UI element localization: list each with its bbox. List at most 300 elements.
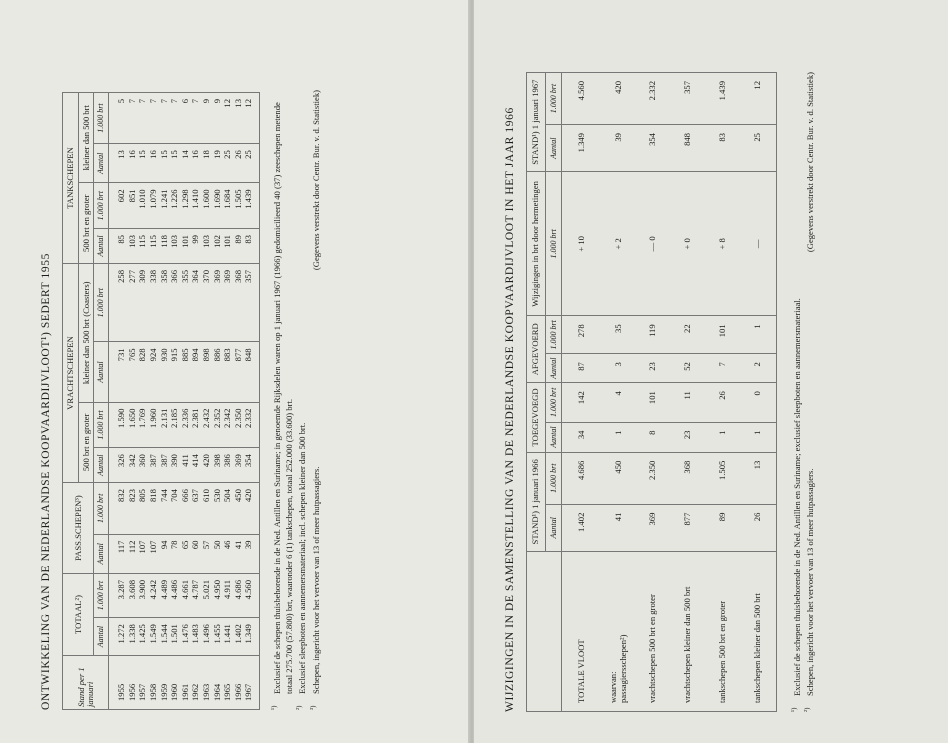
footnote-text: Exclusief sleepboten en aannemersmateriaal; incl. schepen kleiner dan 500 brt. [297, 422, 308, 694]
header-vracht-klein: kleiner dan 500 brt (Coasters) [78, 263, 94, 402]
value-cell: 1.505 [233, 183, 244, 229]
header-toegevoegd: TOEGEVOEGD [527, 383, 546, 452]
right-page [474, 0, 948, 743]
value-cell: 2.350 [233, 402, 244, 448]
value-cell: 41 [233, 534, 244, 573]
value-cell: 34 [562, 422, 602, 452]
table-row [706, 73, 741, 712]
year-cell: 1962 [190, 656, 201, 710]
footnote [297, 90, 309, 710]
row-label [741, 552, 777, 712]
value-cell: 4.787 [190, 573, 201, 617]
table-row [109, 93, 127, 710]
footnote [791, 72, 804, 712]
value-cell: 1.455 [212, 618, 223, 656]
unit-brt: 1.000 brt [94, 263, 109, 341]
value-cell: + 10 [562, 172, 602, 316]
footnote-mark: ¹) [790, 707, 799, 712]
unit-aantal: Aantal [545, 125, 561, 172]
footnote-mark: ¹) [269, 705, 278, 710]
value-cell: 338 [148, 263, 159, 341]
value-cell: 25 [741, 125, 777, 172]
value-cell: 1.483 [190, 618, 201, 656]
value-cell: 637 [190, 483, 201, 534]
table-row [671, 73, 706, 712]
value-cell: 89 [706, 504, 741, 551]
row-label [602, 552, 636, 712]
header-stand: Stand per 1 januari [63, 656, 109, 710]
value-cell: 915 [169, 342, 180, 402]
value-cell: 16 [127, 144, 138, 183]
value-cell: 2.336 [180, 402, 191, 448]
value-cell: + 0 [671, 172, 706, 316]
value-cell: 704 [169, 483, 180, 534]
value-cell: 877 [671, 504, 706, 551]
value-cell: 450 [602, 452, 636, 504]
fleet-changes-table [526, 72, 777, 712]
value-cell: 26 [233, 144, 244, 183]
table-row [602, 73, 636, 712]
value-cell: 99 [190, 229, 201, 264]
value-cell: 2.185 [169, 402, 180, 448]
value-cell: 12 [222, 93, 233, 144]
value-cell: 142 [562, 383, 602, 422]
table-row [222, 93, 233, 710]
value-cell: 1.476 [180, 618, 191, 656]
value-cell: 19 [212, 144, 223, 183]
value-cell: 387 [148, 448, 159, 483]
value-cell: 6 [180, 93, 191, 144]
value-cell: 848 [671, 125, 706, 172]
value-cell: 60 [190, 534, 201, 573]
value-cell: 411 [180, 448, 191, 483]
row-label [671, 552, 706, 712]
table-row [243, 93, 259, 710]
footnote-text: Exclusief de schepen thuisbehorende in de Ned. Antillen en Suriname; in genoemde Rijksdelen waren op 1 januari 1967 (1966) gedomicilieerd 40 (37) zeeschepen metende totaal 275.700 (57.800) brt, waaronder 6 (1) tankschepen, totaal 252.000 (33.600) brt. [271, 102, 294, 694]
header-wijzigingen: Wijzigingen in brt door hermetingen [527, 172, 546, 316]
unit-aantal: Aantal [94, 229, 109, 264]
value-cell: 258 [109, 263, 127, 341]
table2-title: WIJZIGINGEN IN DE SAMENSTELLING VAN DE NEDERLANDSE KOOPVAARDIJVLOOT IN HET JAAR 1966 [504, 107, 516, 712]
value-cell: 107 [148, 534, 159, 573]
footnote [269, 90, 295, 710]
value-cell: 2.350 [636, 452, 671, 504]
value-cell: 7 [169, 93, 180, 144]
value-cell: 355 [180, 263, 191, 341]
unit-brt: 1.000 brt [545, 73, 561, 125]
left-page [0, 0, 470, 743]
value-cell: 119 [636, 316, 671, 354]
footnote-mark: ²) [295, 705, 304, 710]
value-cell: 2.131 [159, 402, 170, 448]
unit-brt: 1.000 brt [545, 452, 561, 504]
value-cell: 1 [602, 422, 636, 452]
value-cell: 107 [137, 534, 148, 573]
unit-brt: 1.000 brt [94, 183, 109, 229]
value-cell: 1.439 [243, 183, 259, 229]
value-cell: 46 [222, 534, 233, 573]
value-cell: 4.686 [233, 573, 244, 617]
value-cell: 3 [602, 354, 636, 383]
table-row [169, 93, 180, 710]
row-label-text: vrachtschepen kleiner dan 500 brt [682, 586, 693, 703]
unit-aantal: Aantal [94, 342, 109, 402]
unit-brt: 1.000 brt [94, 93, 109, 144]
value-cell: 4.661 [180, 573, 191, 617]
value-cell: 886 [212, 342, 223, 402]
value-cell: 2.381 [190, 402, 201, 448]
value-cell: 1.349 [243, 618, 259, 656]
row-label [562, 552, 602, 712]
value-cell: 7 [159, 93, 170, 144]
value-cell: 342 [127, 448, 138, 483]
value-cell: 823 [127, 483, 138, 534]
value-cell: 118 [159, 229, 170, 264]
value-cell: 1.600 [201, 183, 212, 229]
header-totaal: TOTAAL²) [63, 573, 94, 655]
value-cell: 1.402 [562, 504, 602, 551]
value-cell: 369 [212, 263, 223, 341]
value-cell: 450 [233, 483, 244, 534]
value-cell: 13 [109, 144, 127, 183]
value-cell: 83 [243, 229, 259, 264]
unit-brt: 1.000 brt [545, 172, 561, 316]
header-vracht: VRACHTSCHEPEN [63, 263, 79, 482]
year-cell: 1964 [212, 656, 223, 710]
footnote-mark: ³) [308, 705, 317, 710]
table1-title: ONTWIKKELING VAN DE NEDERLANDSE KOOPVAARDIJVLOOT¹) SEDERT 1955 [40, 253, 52, 710]
row-label-text: passagiersschepen²) [617, 634, 628, 703]
value-cell: 101 [180, 229, 191, 264]
value-cell: 370 [201, 263, 212, 341]
value-cell: 85 [109, 229, 127, 264]
value-cell: 39 [602, 125, 636, 172]
value-cell: 1.425 [137, 618, 148, 656]
value-cell: 13 [233, 93, 244, 144]
unit-brt: 1.000 brt [94, 573, 109, 617]
value-cell: 420 [602, 73, 636, 125]
value-cell: 354 [636, 125, 671, 172]
value-cell: 358 [159, 263, 170, 341]
unit-aantal: Aantal [545, 504, 561, 551]
value-cell: 16 [148, 144, 159, 183]
value-cell: 1.079 [148, 183, 159, 229]
value-cell: 4.911 [222, 573, 233, 617]
footnote-text: Exclusief de schepen thuisbehorende in de Ned. Antillen en Suriname; exclusief sleepboten en aannemersmateriaal. [792, 298, 803, 696]
value-cell: — 0 [636, 172, 671, 316]
value-cell: 326 [109, 448, 127, 483]
value-cell: 101 [222, 229, 233, 264]
row-label-text: vrachtschepen 500 brt en groter [647, 594, 658, 703]
value-cell: 1.650 [127, 402, 138, 448]
value-cell: 3.287 [109, 573, 127, 617]
value-cell: 15 [159, 144, 170, 183]
value-cell: 78 [169, 534, 180, 573]
value-cell: 35 [602, 316, 636, 354]
year-cell: 1966 [233, 656, 244, 710]
value-cell: 309 [137, 263, 148, 341]
table2-footnotes [791, 72, 817, 712]
footnote-text: Schepen, ingericht voor het vervoer van 13 of meer hutpassagiers. [310, 466, 321, 694]
value-cell: 602 [109, 183, 127, 229]
value-cell: 15 [137, 144, 148, 183]
value-cell: 115 [137, 229, 148, 264]
value-cell: 3.900 [137, 573, 148, 617]
year-cell: 1959 [159, 656, 170, 710]
value-cell: 7 [127, 93, 138, 144]
value-cell: 894 [190, 342, 201, 402]
footnote-mark: ²) [802, 707, 811, 712]
value-cell: 1.441 [222, 618, 233, 656]
value-cell: 420 [201, 448, 212, 483]
value-cell: 1.349 [562, 125, 602, 172]
value-cell: 2 [741, 354, 777, 383]
value-cell: 818 [148, 483, 159, 534]
unit-aantal: Aantal [94, 534, 109, 573]
row-label [706, 552, 741, 712]
value-cell: 2.332 [243, 402, 259, 448]
value-cell: 1.544 [159, 618, 170, 656]
value-cell: 504 [222, 483, 233, 534]
value-cell: 1.298 [180, 183, 191, 229]
value-cell: 1.439 [706, 73, 741, 125]
value-cell: 530 [212, 483, 223, 534]
value-cell: 387 [159, 448, 170, 483]
year-cell: 1957 [137, 656, 148, 710]
value-cell: 50 [212, 534, 223, 573]
value-cell: 278 [562, 316, 602, 354]
year-cell: 1960 [169, 656, 180, 710]
value-cell: 1.505 [706, 452, 741, 504]
source-note: (Gegevens verstrekt door Centr. Bur. v. d. Statistiek) [311, 90, 322, 271]
value-cell: 101 [636, 383, 671, 422]
value-cell: 117 [109, 534, 127, 573]
value-cell: 112 [127, 534, 138, 573]
value-cell: 14 [180, 144, 191, 183]
value-cell: 25 [222, 144, 233, 183]
value-cell: 39 [243, 534, 259, 573]
unit-aantal: Aantal [545, 354, 561, 383]
value-cell: 1.241 [159, 183, 170, 229]
row-label-text: tankschepen 500 brt en groter [717, 600, 728, 703]
value-cell: 102 [212, 229, 223, 264]
unit-aantal: Aantal [94, 618, 109, 656]
value-cell: 877 [233, 342, 244, 402]
value-cell: 1.549 [148, 618, 159, 656]
value-cell: 832 [109, 483, 127, 534]
unit-aantal: Aantal [94, 144, 109, 183]
row-label-text: TOTALE VLOOT [575, 639, 586, 703]
header-tank-groot: 500 brt en groter [78, 183, 94, 264]
value-cell: 1.410 [190, 183, 201, 229]
value-cell: 390 [169, 448, 180, 483]
value-cell: 848 [243, 342, 259, 402]
value-cell: 25 [243, 144, 259, 183]
unit-brt: 1.000 brt [545, 383, 561, 422]
value-cell: 4.686 [562, 452, 602, 504]
value-cell: 2.342 [222, 402, 233, 448]
value-cell: 57 [201, 534, 212, 573]
header-blank [527, 552, 562, 712]
value-cell: 103 [127, 229, 138, 264]
value-cell: 366 [169, 263, 180, 341]
value-cell: 115 [148, 229, 159, 264]
table-row [127, 93, 138, 710]
value-cell: 731 [109, 342, 127, 402]
header-stand-begin: STAND¹) 1 januari 1966 [527, 452, 546, 551]
unit-brt: 1.000 brt [94, 402, 109, 448]
table-row [180, 93, 191, 710]
value-cell: 89 [233, 229, 244, 264]
table1-footnotes [269, 90, 323, 710]
table-row [233, 93, 244, 710]
value-cell: 1.684 [222, 183, 233, 229]
value-cell: 1.501 [169, 618, 180, 656]
value-cell: 7 [706, 354, 741, 383]
value-cell: 1.402 [233, 618, 244, 656]
unit-aantal: Aantal [545, 422, 561, 452]
value-cell: 828 [137, 342, 148, 402]
table-row [562, 73, 602, 712]
value-cell: 398 [212, 448, 223, 483]
value-cell: 1.769 [137, 402, 148, 448]
value-cell: 9 [212, 93, 223, 144]
value-cell: 610 [201, 483, 212, 534]
header-stand-end: STAND¹) 1 januari 1967 [527, 73, 546, 172]
value-cell: 101 [706, 316, 741, 354]
value-cell: 4.950 [212, 573, 223, 617]
value-cell: 386 [222, 448, 233, 483]
value-cell: 9 [201, 93, 212, 144]
value-cell: 930 [159, 342, 170, 402]
value-cell: 23 [636, 354, 671, 383]
value-cell: 364 [190, 263, 201, 341]
value-cell: 898 [201, 342, 212, 402]
row-label-text: tankschepen kleiner dan 500 brt [752, 593, 763, 703]
value-cell: 2.332 [636, 73, 671, 125]
value-cell: 368 [233, 263, 244, 341]
year-cell: 1958 [148, 656, 159, 710]
value-cell: 368 [671, 452, 706, 504]
value-cell: 26 [741, 504, 777, 551]
value-cell: 1 [706, 422, 741, 452]
value-cell: 369 [222, 263, 233, 341]
value-cell: 357 [243, 263, 259, 341]
value-cell: 18 [201, 144, 212, 183]
table-row [159, 93, 170, 710]
value-cell: 94 [159, 534, 170, 573]
value-cell: 0 [741, 383, 777, 422]
source-note: (Gegevens verstrekt door Centr. Bur. v. d. Statistiek) [804, 72, 815, 253]
value-cell: 41 [602, 504, 636, 551]
value-cell: 1 [741, 422, 777, 452]
value-cell: 924 [148, 342, 159, 402]
value-cell: 13 [741, 452, 777, 504]
header-tank-klein: kleiner dan 500 brt [78, 93, 94, 183]
value-cell: 744 [159, 483, 170, 534]
table-row [741, 73, 777, 712]
header-tank: TANKSCHEPEN [63, 93, 79, 264]
row-label [636, 552, 671, 712]
value-cell: 103 [201, 229, 212, 264]
value-cell: 1.226 [169, 183, 180, 229]
value-cell: 7 [137, 93, 148, 144]
value-cell: 5 [109, 93, 127, 144]
year-cell: 1961 [180, 656, 191, 710]
table-row [636, 73, 671, 712]
value-cell: 369 [233, 448, 244, 483]
value-cell: 4.486 [169, 573, 180, 617]
value-cell: 420 [243, 483, 259, 534]
year-cell: 1965 [222, 656, 233, 710]
value-cell: 1.960 [148, 402, 159, 448]
value-cell: 851 [127, 183, 138, 229]
value-cell: 8 [636, 422, 671, 452]
value-cell: 7 [190, 93, 201, 144]
row-label-prefix: waarvan: [607, 671, 618, 703]
value-cell: 357 [671, 73, 706, 125]
value-cell: 65 [180, 534, 191, 573]
value-cell: 4 [602, 383, 636, 422]
value-cell: 15 [169, 144, 180, 183]
value-cell: 2.432 [201, 402, 212, 448]
value-cell: 3.608 [127, 573, 138, 617]
value-cell: + 2 [602, 172, 636, 316]
table-row [137, 93, 148, 710]
value-cell: 23 [671, 422, 706, 452]
unit-brt: 1.000 brt [545, 316, 561, 354]
table-row [190, 93, 201, 710]
table-row [212, 93, 223, 710]
value-cell: 4.489 [159, 573, 170, 617]
value-cell: 16 [190, 144, 201, 183]
value-cell: 103 [169, 229, 180, 264]
value-cell: 277 [127, 263, 138, 341]
year-cell: 1956 [127, 656, 138, 710]
right-page-content [504, 32, 924, 712]
value-cell: 11 [671, 383, 706, 422]
left-page-content [40, 40, 440, 710]
value-cell: — [741, 172, 777, 316]
year-cell: 1963 [201, 656, 212, 710]
value-cell: 83 [706, 125, 741, 172]
value-cell: 1.338 [127, 618, 138, 656]
value-cell: 4.560 [243, 573, 259, 617]
value-cell: 765 [127, 342, 138, 402]
value-cell: 4.242 [148, 573, 159, 617]
value-cell: 1.590 [109, 402, 127, 448]
header-afgevoerd: AFGEVOERD [527, 316, 546, 383]
value-cell: 26 [706, 383, 741, 422]
value-cell: 12 [741, 73, 777, 125]
value-cell: 12 [243, 93, 259, 144]
value-cell: 1.690 [212, 183, 223, 229]
value-cell: 1.010 [137, 183, 148, 229]
header-vracht-groot: 500 brt en groter [78, 402, 94, 483]
value-cell: 22 [671, 316, 706, 354]
value-cell: + 8 [706, 172, 741, 316]
value-cell: 7 [148, 93, 159, 144]
fleet-development-table [62, 92, 260, 710]
value-cell: 883 [222, 342, 233, 402]
table-row [201, 93, 212, 710]
unit-aantal: Aantal [94, 448, 109, 483]
value-cell: 354 [243, 448, 259, 483]
value-cell: 666 [180, 483, 191, 534]
value-cell: 1.496 [201, 618, 212, 656]
value-cell: 805 [137, 483, 148, 534]
value-cell: 1.272 [109, 618, 127, 656]
